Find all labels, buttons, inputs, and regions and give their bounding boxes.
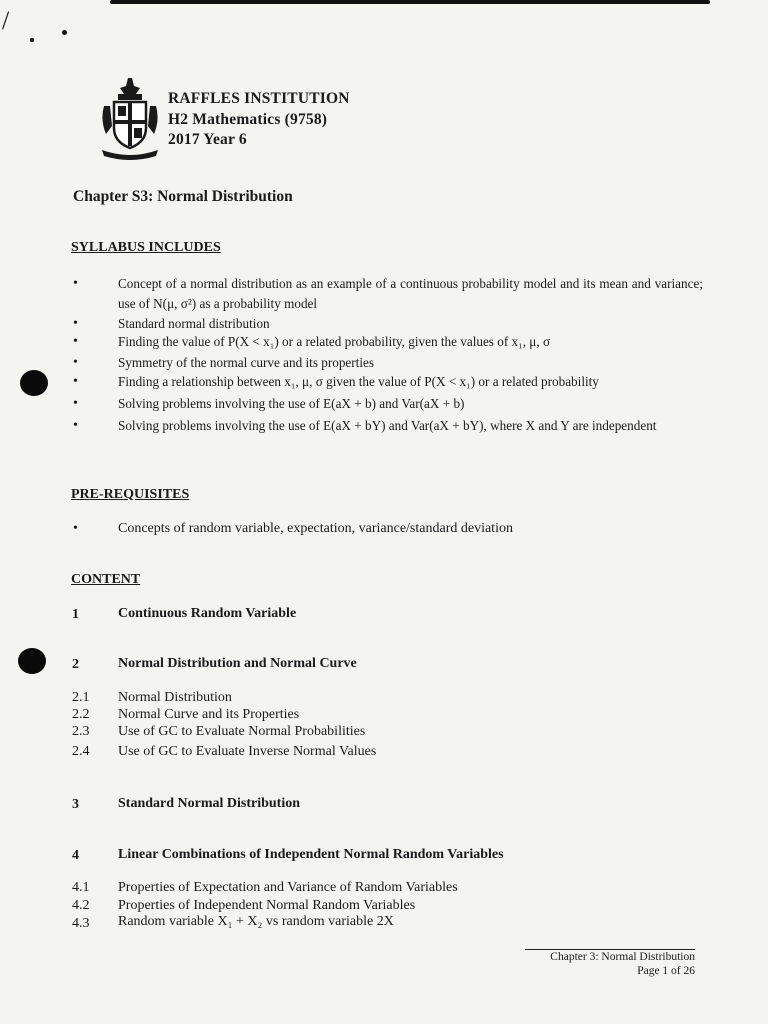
subsection-title: Use of GC to Evaluate Inverse Normal Values xyxy=(118,744,377,759)
academic-year: 2017 Year 6 xyxy=(168,131,247,148)
section-title: Normal Distribution and Normal Curve xyxy=(118,656,357,671)
section-number: 2 xyxy=(72,657,79,672)
syllabus-item: Solving problems involving the use of E(aX + b) and Var(aX + b) xyxy=(118,396,465,411)
syllabus-item: Standard normal distribution xyxy=(118,316,270,331)
section-number: 4 xyxy=(72,848,79,863)
syllabus-item: Solving problems involving the use of E(aX + bY) and Var(aX + bY), where X and Y are independent xyxy=(118,418,657,433)
content-heading: CONTENT xyxy=(71,572,141,587)
subsection-title: Properties of Independent Normal Random Variables xyxy=(118,898,416,913)
bullet: • xyxy=(73,521,78,536)
scan-top-edge xyxy=(110,0,710,4)
bullet: • xyxy=(73,374,78,389)
pen-mark: / xyxy=(2,6,10,35)
footer-page-number: Page 1 of 26 xyxy=(637,965,695,977)
bullet: • xyxy=(73,276,78,291)
syllabus-item: Finding the value of P(X < x₁) or a related probability, given the values of x₁, μ, σ xyxy=(118,334,551,349)
subsection-number: 4.1 xyxy=(72,880,90,895)
subsection-number: 2.1 xyxy=(72,690,90,705)
section-number: 3 xyxy=(72,797,79,812)
subsection-number: 2.2 xyxy=(72,707,90,722)
bullet: • xyxy=(73,334,78,349)
section-number: 1 xyxy=(72,607,79,622)
prerequisites-heading: PRE-REQUISITES xyxy=(71,487,190,502)
syllabus-item: Symmetry of the normal curve and its properties xyxy=(118,355,374,370)
subsection-number: 4.3 xyxy=(72,916,90,931)
bullet: • xyxy=(73,355,78,370)
school-crest-icon xyxy=(98,76,162,162)
bullet: • xyxy=(73,396,78,411)
subsection-title: Use of GC to Evaluate Normal Probabilities xyxy=(118,724,366,739)
institution-name: RAFFLES INSTITUTION xyxy=(168,90,350,107)
subsection-title: Normal Distribution xyxy=(118,690,232,705)
section-title: Continuous Random Variable xyxy=(118,606,297,621)
footer-chapter: Chapter 3: Normal Distribution xyxy=(550,951,695,963)
punch-hole xyxy=(20,370,48,396)
subsection-number: 4.2 xyxy=(72,898,90,913)
subject-code: H2 Mathematics (9758) xyxy=(168,111,328,128)
subsection-title: Random variable X₁ + X₂ vs random variable 2X xyxy=(118,914,394,929)
section-title: Standard Normal Distribution xyxy=(118,796,301,811)
chapter-title: Chapter S3: Normal Distribution xyxy=(73,188,293,205)
syllabus-item: Finding a relationship between x₁, μ, σ given the value of P(X < x₁) or a related probability xyxy=(118,374,599,389)
subsection-number: 2.3 xyxy=(72,724,90,739)
subsection-title: Normal Curve and its Properties xyxy=(118,707,300,722)
syllabus-item: Concept of a normal distribution as an example of a continuous probability model and its mean and variance; use of N(μ, σ²) as a probability model xyxy=(118,276,703,311)
syllabus-heading: SYLLABUS INCLUDES xyxy=(71,240,221,255)
bullet: • xyxy=(73,418,78,433)
subsection-number: 2.4 xyxy=(72,744,90,759)
scan-dot xyxy=(30,38,34,42)
section-title: Linear Combinations of Independent Normal Random Variables xyxy=(118,847,504,862)
subsection-title: Properties of Expectation and Variance of Random Variables xyxy=(118,880,458,895)
scan-dot xyxy=(62,30,67,35)
punch-hole xyxy=(18,648,46,674)
footer-rule xyxy=(525,949,695,950)
bullet: • xyxy=(73,316,78,331)
prerequisite-item: Concepts of random variable, expectation, variance/standard deviation xyxy=(118,521,513,536)
